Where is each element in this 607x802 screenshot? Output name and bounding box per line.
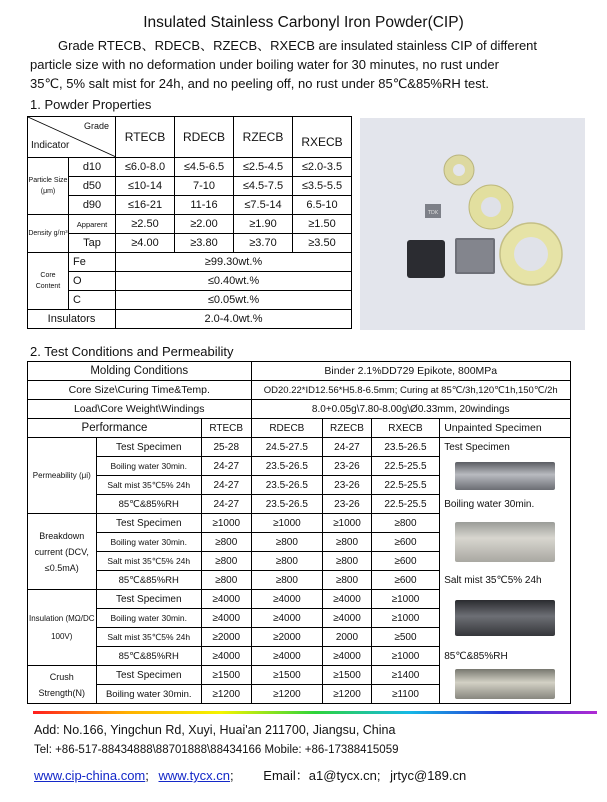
cell: ≥1200	[323, 685, 372, 704]
product-photo	[360, 118, 585, 330]
cell: 23-26	[323, 495, 372, 514]
cell: ≥1000	[371, 609, 440, 628]
footer-contacts	[34, 765, 466, 784]
website-link[interactable]: www.tycx.cn	[158, 768, 231, 783]
cell: 24-27	[201, 495, 251, 514]
cell: ≥600	[371, 571, 440, 590]
cell: ≥2000	[201, 628, 251, 647]
cell: ≥4000	[201, 590, 251, 609]
specimen-caption: 85℃&85%RH	[440, 647, 571, 666]
separator: ;	[230, 768, 234, 783]
specimen-photo	[440, 514, 571, 571]
cell: ≥1000	[251, 514, 323, 533]
cell: ≥2.50	[116, 215, 175, 234]
grade-header: RTECB	[116, 117, 175, 158]
molding-value: Binder 2.1%DD729 Epikote, 800MPa	[251, 362, 571, 381]
separator: ;	[145, 768, 149, 783]
row-label-tap: Tap	[69, 234, 116, 253]
core-content-label: Core Content	[28, 253, 69, 310]
cell: ≥800	[323, 533, 372, 552]
specimen-photo-ring	[455, 522, 555, 562]
condition-label: Salt mist 35℃5% 24h	[96, 476, 201, 495]
row-label-fe: Fe	[69, 253, 116, 272]
group-label: Permeability (μi)	[28, 438, 97, 514]
cell: ≥1000	[371, 590, 440, 609]
specimen-caption: Test Specimen	[440, 438, 571, 457]
condition-label: Salt mist 35℃5% 24h	[96, 552, 201, 571]
cell: 23.5-26.5	[251, 495, 323, 514]
condition-label: 85℃&85%RH	[96, 647, 201, 666]
cell: ≥800	[371, 514, 440, 533]
cell: ≥2000	[251, 628, 323, 647]
cell: ≥1.50	[293, 215, 352, 234]
cell: ≥1500	[251, 666, 323, 685]
cell: ≥1000	[323, 514, 372, 533]
cell: 25-28	[201, 438, 251, 457]
cell: ≥4000	[323, 590, 372, 609]
cell: 24-27	[323, 438, 372, 457]
intro-line: 35℃, 5% salt mist for 24h, and no peeling off, no rust under 85℃&85%RH test.	[30, 76, 489, 91]
grade-header: RXECB	[293, 117, 352, 158]
photo-tag-text: TDK	[428, 210, 439, 216]
cell: ≥4000	[251, 647, 323, 666]
row-label-d10: d10	[69, 158, 116, 177]
grade-header: RXECB	[371, 419, 440, 438]
cell: ≤16-21	[116, 196, 175, 215]
grade-header: RZECB	[323, 419, 372, 438]
intro-paragraph	[30, 36, 590, 93]
cell: ≥1500	[201, 666, 251, 685]
email-address[interactable]: jrtyc@189.cn	[390, 768, 467, 783]
cell: ≥3.50	[293, 234, 352, 253]
molding-label: Molding Conditions	[28, 362, 252, 381]
grade-header: RDECB	[175, 117, 234, 158]
grade-header: RDECB	[251, 419, 323, 438]
row-label-c: C	[69, 291, 116, 310]
load-value: 8.0+0.05g\7.80-8.00g\Ø0.33mm, 20windings	[251, 400, 571, 419]
cell: ≥99.30wt.%	[116, 253, 352, 272]
condition-label: Test Specimen	[96, 590, 201, 609]
row-label-insulators: Insulators	[28, 310, 116, 329]
specimen-photo	[440, 457, 571, 495]
footer-address: Add: No.166, Yingchun Rd, Xuyi, Huai'an 211700, Jiangsu, China	[34, 723, 396, 737]
cell: ≥500	[371, 628, 440, 647]
density-label: Density g/m³	[28, 215, 69, 253]
cell: ≤2.5-4.5	[234, 158, 293, 177]
cell: ≥1000	[201, 514, 251, 533]
group-label: Breakdown current (DCV, ≤0.5mA)	[28, 514, 97, 590]
grade-header: RZECB	[234, 117, 293, 158]
cell: 7-10	[175, 177, 234, 196]
cell: ≤0.40wt.%	[116, 272, 352, 291]
cell: ≥800	[201, 571, 251, 590]
condition-label: Boiling water 30min.	[96, 457, 201, 476]
cell: ≤3.5-5.5	[293, 177, 352, 196]
group-label: Crush Strength(N)	[28, 666, 97, 704]
cell: ≥800	[201, 533, 251, 552]
cell: ≥600	[371, 533, 440, 552]
core-size-label: Core Size\Curing Time&Temp.	[28, 381, 252, 400]
cell: ≤6.0-8.0	[116, 158, 175, 177]
cell: ≥800	[323, 571, 372, 590]
corner-grade-label: Grade	[83, 121, 109, 131]
section-heading-test: 2. Test Conditions and Permeability	[30, 344, 234, 359]
condition-label: Test Specimen	[96, 514, 201, 533]
cell: ≥600	[371, 552, 440, 571]
test-conditions-table	[27, 361, 571, 704]
cell: 6.5-10	[293, 196, 352, 215]
cell: ≥3.70	[234, 234, 293, 253]
section-heading-properties: 1. Powder Properties	[30, 97, 152, 112]
cell: ≤4.5-6.5	[175, 158, 234, 177]
cell: 2000	[323, 628, 372, 647]
cell: ≥1500	[323, 666, 372, 685]
condition-label: Boiling water 30min.	[96, 609, 201, 628]
cell: ≥1000	[371, 647, 440, 666]
grade-header: RTECB	[201, 419, 251, 438]
cell: ≥4000	[251, 609, 323, 628]
cell: ≥800	[251, 571, 323, 590]
cell: ≥1100	[371, 685, 440, 704]
cell: ≥4.00	[116, 234, 175, 253]
cell: 24-27	[201, 476, 251, 495]
cell: ≥4000	[323, 647, 372, 666]
cell: ≥800	[251, 552, 323, 571]
cell: ≥2.00	[175, 215, 234, 234]
cell: 22.5-25.5	[371, 457, 440, 476]
unpainted-header: Unpainted Specimen	[440, 419, 571, 438]
corner-indicator-label: Indicator	[31, 140, 70, 151]
specimen-caption: Salt mist 35℃5% 24h	[440, 571, 571, 590]
cell: 23-26	[323, 457, 372, 476]
row-label-d50: d50	[69, 177, 116, 196]
email-label: Email：	[263, 768, 309, 783]
cell: ≤10-14	[116, 177, 175, 196]
intro-line: particle size with no deformation under boiling water for 30 minutes, no rust under	[30, 57, 499, 72]
cell: ≥1400	[371, 666, 440, 685]
cell: ≤0.05wt.%	[116, 291, 352, 310]
condition-label: 85℃&85%RH	[96, 495, 201, 514]
specimen-photo-ring	[455, 462, 555, 490]
particle-size-label: Particle Size (μm)	[28, 158, 69, 215]
specimen-caption: Boiling water 30min.	[440, 495, 571, 514]
cell: ≤4.5-7.5	[234, 177, 293, 196]
cell: ≥1200	[201, 685, 251, 704]
condition-label: Boiling water 30min.	[96, 533, 201, 552]
cell: 23.5-26.5	[371, 438, 440, 457]
cell: ≥800	[201, 552, 251, 571]
intro-line: Grade RTECB、RDECB、RZECB、RXECB are insulated stainless CIP of different	[58, 38, 538, 53]
cell: ≥800	[323, 552, 372, 571]
row-label-d90: d90	[69, 196, 116, 215]
row-label-o: O	[69, 272, 116, 291]
cell: ≥4000	[323, 609, 372, 628]
powder-properties-table	[27, 116, 352, 329]
product-photo-drawing	[360, 118, 585, 330]
rainbow-divider	[33, 711, 597, 714]
specimen-photo	[440, 590, 571, 647]
condition-label: Test Specimen	[96, 666, 201, 685]
cell: ≤7.5-14	[234, 196, 293, 215]
footer-phone: Tel: +86-517-88434888\88701888\88434166 Mobile: +86-17388415059	[34, 744, 399, 756]
load-label: Load\Core Weight\Windings	[28, 400, 252, 419]
separator: ;	[376, 768, 381, 783]
cell: 24.5-27.5	[251, 438, 323, 457]
cell: ≥4000	[201, 647, 251, 666]
group-label: Insulation (MΩ/DC 100V)	[28, 590, 97, 666]
core-size-value: OD20.22*ID12.56*H5.8-6.5mm; Curing at 85℃/3h,120℃1h,150℃/2h	[251, 381, 571, 400]
condition-label: 85℃&85%RH	[96, 571, 201, 590]
specimen-photo-ring	[455, 600, 555, 636]
specimen-photo-ring	[455, 669, 555, 699]
cell: 23-26	[323, 476, 372, 495]
cell: ≤2.0-3.5	[293, 158, 352, 177]
row-label-apparent: Apparent	[69, 215, 116, 234]
cell: 23.5-26.5	[251, 457, 323, 476]
corner-header-cell	[28, 117, 116, 158]
cell: ≥3.80	[175, 234, 234, 253]
cell: 24-27	[201, 457, 251, 476]
cell: ≥4000	[201, 609, 251, 628]
cell: ≥800	[251, 533, 323, 552]
cell: ≥4000	[251, 590, 323, 609]
performance-label: Performance	[28, 419, 202, 438]
cell: 22.5-25.5	[371, 476, 440, 495]
cell: 2.0-4.0wt.%	[116, 310, 352, 329]
website-link[interactable]: www.cip-china.com	[34, 768, 146, 783]
cell: ≥1200	[251, 685, 323, 704]
specimen-photo	[440, 666, 571, 704]
cell: 11-16	[175, 196, 234, 215]
condition-label: Boiling water 30min.	[96, 685, 201, 704]
cell: 23.5-26.5	[251, 476, 323, 495]
cell: 22.5-25.5	[371, 495, 440, 514]
condition-label: Salt mist 35℃5% 24h	[96, 628, 201, 647]
condition-label: Test Specimen	[96, 438, 201, 457]
cell: ≥1.90	[234, 215, 293, 234]
email-address[interactable]: a1@tycx.cn	[308, 768, 377, 783]
page-title: Insulated Stainless Carbonyl Iron Powder(CIP)	[143, 14, 464, 31]
